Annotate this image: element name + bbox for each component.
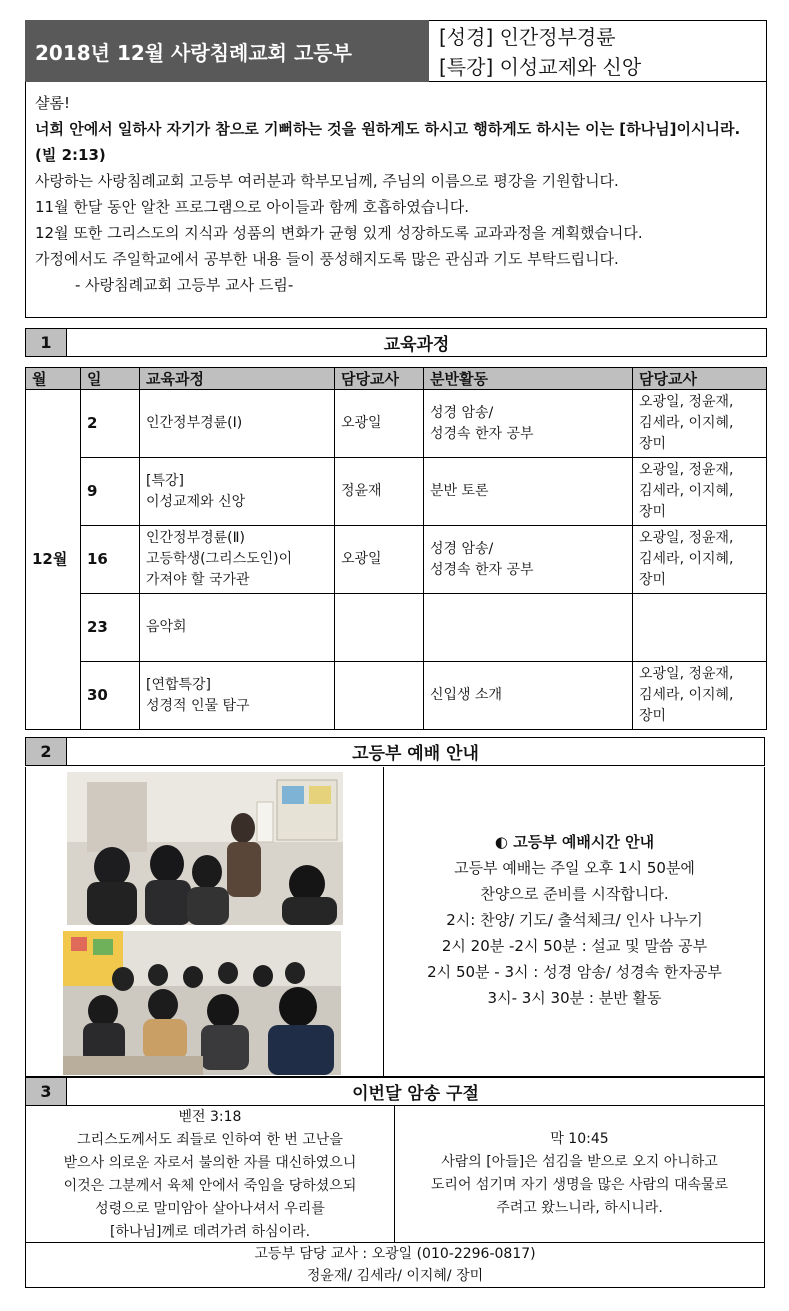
teacher-cell: 오광일 <box>335 390 424 458</box>
month-cell: 12월 <box>26 390 81 730</box>
contact-footer <box>25 1243 765 1288</box>
greeting: 샬롬! <box>35 94 70 112</box>
group-teachers-cell <box>633 458 767 526</box>
verse-line: 그리스도께서도 죄들로 인하여 한 번 고난을 <box>77 1132 343 1148</box>
verse-line: 받으사 의로운 자로서 불의한 자를 대신하였으니 <box>63 1155 357 1171</box>
verse-ref: 막 10:45 <box>550 1131 609 1147</box>
column-header: 분반활동 <box>424 368 633 390</box>
table-row <box>26 458 767 526</box>
section-3-header <box>25 1077 765 1106</box>
course-line: 인간정부경륜(Ⅰ) <box>146 415 243 431</box>
day-cell: 30 <box>81 662 140 730</box>
section-title: 교육과정 <box>383 335 450 355</box>
section-2-header <box>25 737 765 766</box>
memory-verses <box>25 1106 765 1243</box>
group-teachers-line: 장미 <box>639 572 667 588</box>
section-title: 이번달 암송 구절 <box>352 1084 479 1104</box>
group-teachers-cell <box>633 662 767 730</box>
verse-line: 사람의 [아들]은 섬김을 받으로 오지 아니하고 <box>441 1154 718 1170</box>
schedule-line: 고등부 예배는 주일 오후 1시 50분에 <box>454 859 695 877</box>
schedule-line: 2시: 찬양/ 기도/ 출석체크/ 인사 나누기 <box>446 911 703 929</box>
photos-panel <box>25 767 384 1077</box>
group-teachers-line: 장미 <box>639 504 667 520</box>
group-teachers-line: 김세라, 이지혜, <box>639 551 734 567</box>
column-header: 월 <box>26 368 81 390</box>
schedule-line: 찬양으로 준비를 시작합니다. <box>480 885 669 903</box>
page-title <box>25 20 429 82</box>
header-topics <box>429 20 767 82</box>
course-cell <box>140 662 335 730</box>
teacher-cell <box>335 662 424 730</box>
column-header: 일 <box>81 368 140 390</box>
course-line: [특강] <box>146 472 184 489</box>
teacher-cell: 오광일 <box>335 526 424 594</box>
verse-ref: 벧전 3:18 <box>178 1109 242 1125</box>
group-teachers-line: 김세라, 이지혜, <box>639 483 734 499</box>
course-cell <box>140 526 335 594</box>
day-cell: 23 <box>81 594 140 662</box>
intro-line: 사랑하는 사랑침례교회 고등부 여러분과 학부모님께, 주님의 이름으로 평강을 기원합니다. <box>35 172 619 190</box>
activity-line: 성경 암송/ <box>430 540 494 557</box>
group-teachers-line: 오광일, 정윤재, <box>639 666 734 682</box>
course-line: [연합특강] <box>146 676 212 693</box>
activity-cell <box>424 458 633 526</box>
group-teachers-line: 오광일, 정윤재, <box>639 530 734 546</box>
group-teachers-line: 오광일, 정윤재, <box>639 394 734 410</box>
activity-line: 성경속 한자 공부 <box>430 425 534 442</box>
activity-cell <box>424 390 633 458</box>
course-line: 음악회 <box>146 619 187 635</box>
group-teachers-line: 장미 <box>639 708 667 724</box>
group-teachers-cell <box>633 390 767 458</box>
schedule-line: 3시- 3시 30분 : 분반 활동 <box>487 989 662 1007</box>
group-teachers-line: 오광일, 정윤재, <box>639 462 734 478</box>
activity-line: 성경 암송/ <box>430 404 494 421</box>
column-header: 교육과정 <box>140 368 335 390</box>
contact-line: 고등부 담당 교사 : 오광일 (010-2296-0817) <box>254 1246 536 1262</box>
column-header: 담당교사 <box>633 368 767 390</box>
intro-line: 11월 한달 동안 알찬 프로그램으로 아이들과 함께 호흡하였습니다. <box>35 198 469 216</box>
header-topic-lecture: [특강] 이성교제와 신앙 <box>439 55 642 79</box>
section-number: 2 <box>26 738 67 765</box>
day-cell: 16 <box>81 526 140 594</box>
course-line: 이성교제와 신앙 <box>146 493 246 510</box>
verse-line: 성령으로 말미암아 살아나셔서 우리를 <box>95 1201 325 1217</box>
intro-line: 12월 또한 그리스도의 지식과 성품의 변화가 균형 있게 성장하도록 교과과정을 계획했습니다. <box>35 224 643 242</box>
group-teachers-line: 김세라, 이지혜, <box>639 687 734 703</box>
table-row <box>26 594 767 662</box>
intro-letter <box>25 82 767 318</box>
schedule-line: 2시 50분 - 3시 : 성경 암송/ 성경속 한자공부 <box>427 963 722 981</box>
header-topic-bible: [성경] 인간정부경륜 <box>439 25 616 49</box>
course-cell <box>140 594 335 662</box>
verse-line: 이것은 그분께서 육체 안에서 죽임을 당하셨으되 <box>63 1178 357 1194</box>
section-title: 고등부 예배 안내 <box>352 744 479 764</box>
verse-line: [하나님]께로 데려가려 하심이라. <box>109 1224 311 1240</box>
section-1-header <box>25 328 767 357</box>
signature: - 사랑침례교회 고등부 교사 드림- <box>75 276 294 294</box>
activity-line: 성경속 한자 공부 <box>430 561 534 578</box>
class-photo-teacher <box>67 772 343 925</box>
group-teachers-line: 장미 <box>639 436 667 452</box>
column-header: 담당교사 <box>335 368 424 390</box>
group-teachers-cell <box>633 594 767 662</box>
curriculum-table <box>25 367 767 730</box>
course-line: 고등학생(그리스도인)이 <box>146 551 293 567</box>
day-cell: 9 <box>81 458 140 526</box>
activity-line: 분반 토론 <box>430 483 489 499</box>
intro-verse: 너희 안에서 일하사 자기가 참으로 기뻐하는 것을 원하게도 하시고 행하게도 하시는 이는 [하나님]이시니라. (빌 2:13) <box>35 120 741 164</box>
course-line: 인간정부경륜(Ⅱ) <box>146 530 245 546</box>
teacher-cell <box>335 594 424 662</box>
schedule-line: 2시 20분 -2시 50분 : 설교 및 말씀 공부 <box>441 937 708 955</box>
course-cell <box>140 390 335 458</box>
contact-line: 정윤재/ 김세라/ 이지혜/ 장미 <box>306 1268 484 1284</box>
class-photo-students <box>63 931 341 1075</box>
verse-left <box>26 1106 395 1242</box>
day-cell: 2 <box>81 390 140 458</box>
schedule-title: ◐ 고등부 예배시간 안내 <box>494 833 655 851</box>
teacher-cell: 정윤재 <box>335 458 424 526</box>
verse-right <box>395 1106 764 1242</box>
group-teachers-cell <box>633 526 767 594</box>
worship-schedule <box>384 767 765 1077</box>
table-row <box>26 390 767 458</box>
page-title-text: 2018년 12월 사랑침례교회 고등부 <box>35 40 352 65</box>
intro-line: 가정에서도 주일학교에서 공부한 내용 들이 풍성해지도록 많은 관심과 기도 부탁드립니다. <box>35 250 619 268</box>
course-line: 가져야 할 국가관 <box>146 572 250 588</box>
activity-line: 신입생 소개 <box>430 687 503 703</box>
table-header-row <box>26 368 767 390</box>
activity-cell <box>424 662 633 730</box>
section-number: 3 <box>26 1078 67 1105</box>
group-teachers-line: 김세라, 이지혜, <box>639 415 734 431</box>
verse-line: 주려고 왔느니라, 하시니라. <box>496 1200 663 1216</box>
verse-line: 도리어 섬기며 자기 생명을 많은 사람의 대속물로 <box>430 1177 729 1193</box>
activity-cell <box>424 526 633 594</box>
course-cell <box>140 458 335 526</box>
activity-cell <box>424 594 633 662</box>
section-number: 1 <box>26 329 67 356</box>
table-row <box>26 662 767 730</box>
course-line: 성경적 인물 탐구 <box>146 697 250 714</box>
table-row <box>26 526 767 594</box>
